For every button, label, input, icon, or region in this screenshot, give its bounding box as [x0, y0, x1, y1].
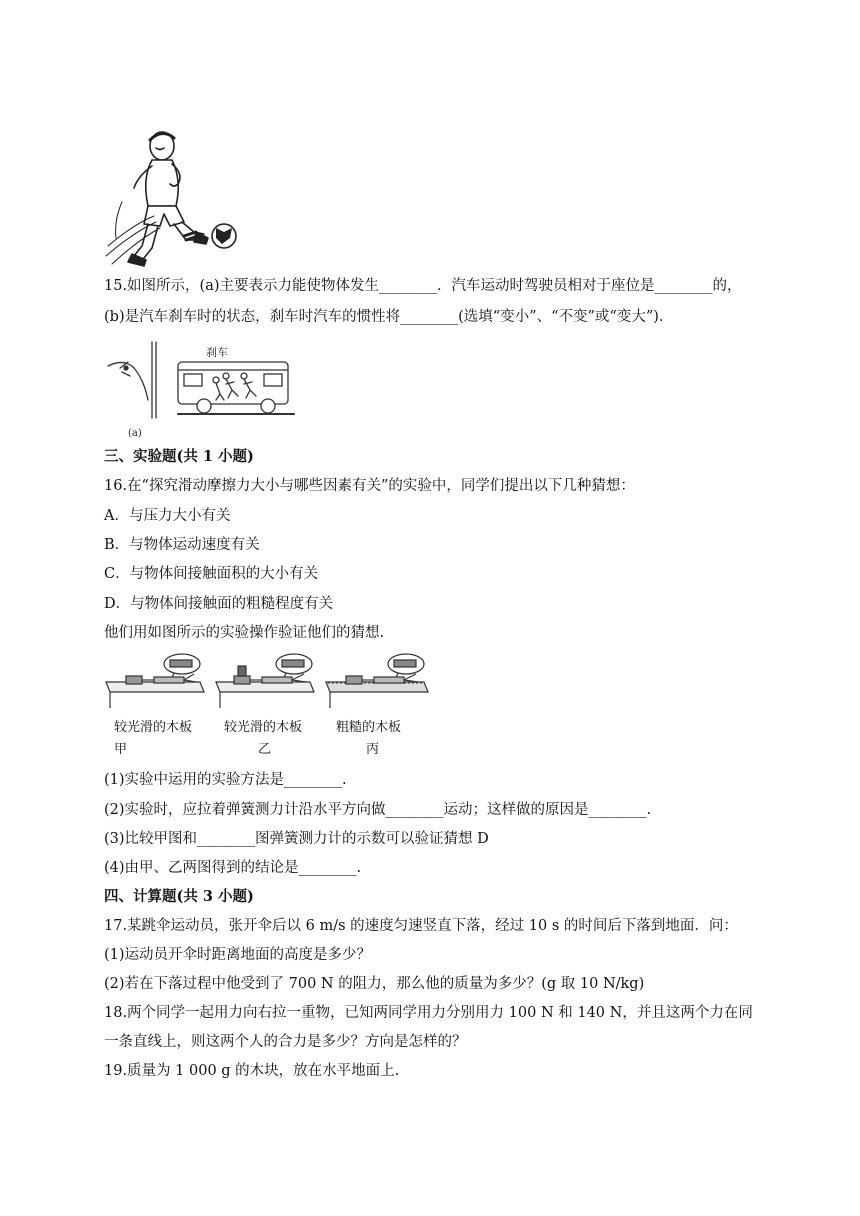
- q16-sub2: (2)实验时，应拉着弹簧测力计沿水平方向做________运动；这样做的原因是________.: [104, 802, 652, 818]
- q16-option-a: A．与压力大小有关: [104, 508, 231, 524]
- q16-option-b: B．与物体运动速度有关: [104, 537, 260, 553]
- q19-stem: 19.质量为 1 000 g 的木块，放在水平地面上.: [104, 1063, 400, 1079]
- q16-sub1: (1)实验中运用的实验方法是________.: [104, 772, 347, 788]
- q17-stem: 17.某跳伞运动员，张开伞后以 6 m/s 的速度匀速竖直下落，经过 10 s 的时间后下落到地面．问：: [104, 918, 738, 934]
- kicking-illustration: [104, 128, 274, 270]
- q16-option-d: D．与物体间接触面的粗糙程度有关: [104, 596, 334, 612]
- q16-verify: 他们用如图所示的实验操作验证他们的猜想.: [104, 625, 385, 641]
- fig-bing-name: 丙: [366, 742, 380, 757]
- q17-sub2: (2)若在下落过程中他受到了 700 N 的阻力，那么他的质量为多少？(g 取 10 N/kg): [104, 976, 645, 992]
- q17-sub1: (1)运动员开伞时距离地面的高度是多少？: [104, 947, 372, 963]
- fig-jia-board: 较光滑的木板: [114, 720, 193, 735]
- fig-a-label: (a): [128, 428, 142, 439]
- fig-jia-name: 甲: [114, 742, 128, 757]
- q16-option-c: C．与物体间接触面积的大小有关: [104, 566, 319, 582]
- q16-stem: 16.在“探究滑动摩擦力大小与哪些因素有关”的实验中，同学们提出以下几种猜想：: [104, 478, 635, 494]
- q15-line1: 15.如图所示，(a)主要表示力能使物体发生________．汽车运动时驾驶员相对于座位是________的，: [104, 278, 742, 294]
- q18-line1: 18.两个同学一起用力向右拉一重物，已知两同学用力分别用力 100 N 和 140 N，并且这两个力在同: [104, 1005, 753, 1021]
- q16-sub3: (3)比较甲图和________图弹簧测力计的示数可以验证猜想 D: [104, 831, 489, 847]
- boy-kicking-ball-figure: [104, 128, 274, 270]
- q15-line2: (b)是汽车刹车时的状态，刹车时汽车的惯性将________(选填“变小”、“不变”或“变大”)．: [104, 309, 674, 325]
- fig-bing-board: 粗糙的木板: [336, 720, 402, 735]
- section3-title: 三、实验题(共 1 小题): [104, 448, 254, 465]
- q16-sub4: (4)由甲、乙两图得到的结论是________.: [104, 860, 362, 876]
- brake-label: 刹车: [206, 346, 228, 359]
- section4-title: 四、计算题(共 3 小题): [104, 888, 254, 905]
- fig-yi-board: 较光滑的木板: [224, 720, 303, 735]
- fig-yi-name: 乙: [258, 742, 272, 757]
- q15-figure: [104, 340, 304, 442]
- q18-line2: 一条直线上，则这两个人的合力是多少？方向是怎样的？: [104, 1034, 467, 1050]
- braking-illustration: [104, 340, 304, 442]
